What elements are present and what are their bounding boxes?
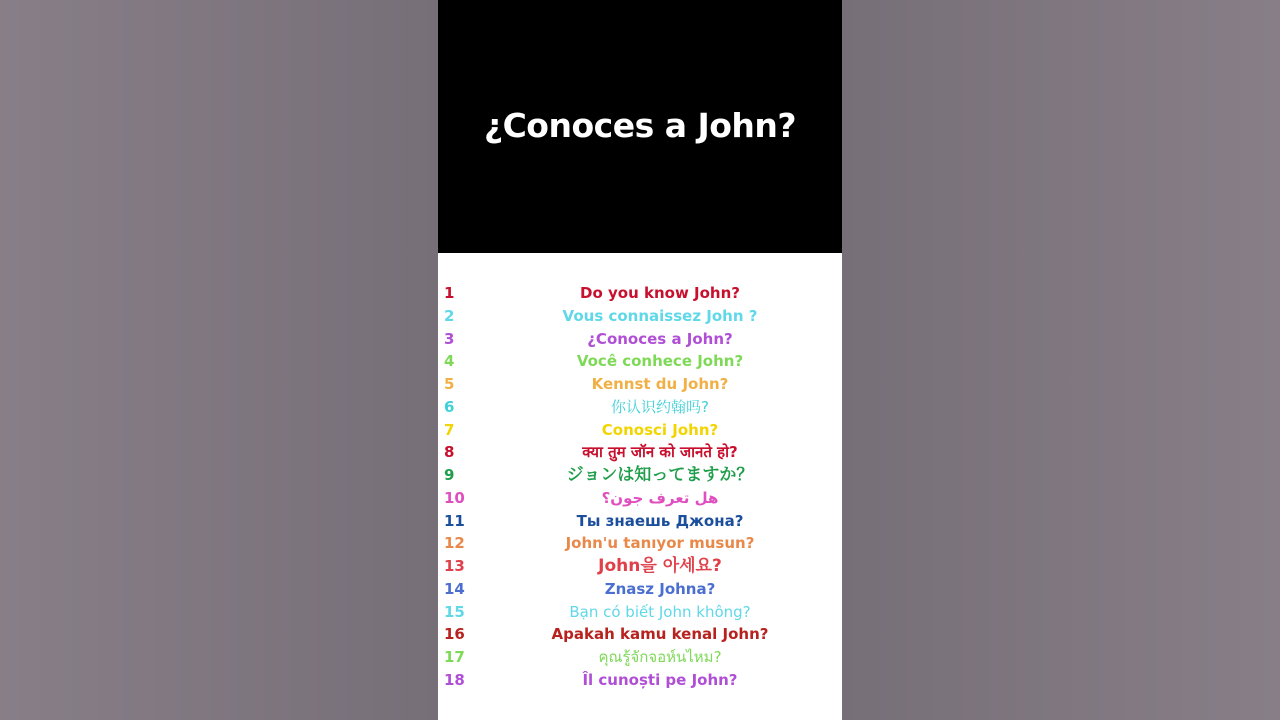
row-number: 10 xyxy=(444,488,465,507)
phrase-row xyxy=(438,487,842,509)
phrase-row xyxy=(438,396,842,418)
phrase-text: Znasz Johna? xyxy=(604,579,716,598)
phrase-row xyxy=(438,328,842,350)
title-banner xyxy=(438,0,842,253)
phrase-text: Vous connaissez John ? xyxy=(562,306,758,325)
row-number: 6 xyxy=(444,397,455,416)
phrase-row xyxy=(438,601,842,623)
phrase-row xyxy=(438,510,842,532)
phrase-text: ¿Conoces a John? xyxy=(587,329,733,348)
phrase-row xyxy=(438,373,842,395)
phrase-row xyxy=(438,532,842,554)
phrase-text: Ты знаешь Джона? xyxy=(576,511,744,530)
phrase-row xyxy=(438,464,842,486)
phrase-text: คุณรู้จักจอห์นไหม? xyxy=(598,648,722,666)
phrase-text: Bạn có biết John không? xyxy=(569,602,751,621)
phrase-text: ジョンは知ってますか？ xyxy=(566,465,754,485)
phrase-row xyxy=(438,419,842,441)
phrase-row xyxy=(438,282,842,304)
phrase-row xyxy=(438,305,842,327)
row-number: 5 xyxy=(444,375,455,393)
phrase-row xyxy=(438,350,842,372)
phrase-row xyxy=(438,623,842,645)
phrase-text: John'u tanıyor musun? xyxy=(565,534,755,553)
phrase-text: क्या तुम जॉन को जानते हो? xyxy=(582,443,738,462)
row-number: 12 xyxy=(444,534,465,553)
phrase-row xyxy=(438,669,842,691)
phrase-text: John을 아세요? xyxy=(598,556,722,576)
row-number: 11 xyxy=(444,511,465,530)
row-number: 15 xyxy=(444,602,465,621)
phrase-text: Apakah kamu kenal John? xyxy=(551,625,769,644)
row-number: 14 xyxy=(444,579,465,598)
phrase-text: Do you know John? xyxy=(580,284,740,302)
banner-title: ¿Conoces a John? xyxy=(483,106,797,145)
phrase-text: Conosci John? xyxy=(601,420,719,439)
video-frame xyxy=(438,0,842,720)
phrase-row xyxy=(438,441,842,463)
row-number: 16 xyxy=(444,625,465,644)
phrase-text: Îl cunoști pe John? xyxy=(582,670,738,689)
phrase-row xyxy=(438,555,842,577)
row-number: 2 xyxy=(444,306,455,325)
row-number: 7 xyxy=(444,420,455,439)
phrase-text: هل تعرف جون؟ xyxy=(601,488,719,507)
row-number: 4 xyxy=(444,352,455,371)
phrase-text: Você conhece John? xyxy=(576,352,744,371)
row-number: 8 xyxy=(444,443,455,462)
phrase-row xyxy=(438,646,842,668)
row-number: 13 xyxy=(444,557,465,575)
row-number: 17 xyxy=(444,648,465,666)
row-number: 9 xyxy=(444,466,455,484)
phrase-text: Kennst du John? xyxy=(591,375,729,393)
phrase-row xyxy=(438,578,842,600)
row-number: 3 xyxy=(444,329,455,348)
right-backdrop xyxy=(842,0,1280,720)
row-number: 1 xyxy=(444,284,455,302)
phrase-text: 你认识约翰吗? xyxy=(611,397,709,416)
left-backdrop xyxy=(0,0,438,720)
row-number: 18 xyxy=(444,670,465,689)
